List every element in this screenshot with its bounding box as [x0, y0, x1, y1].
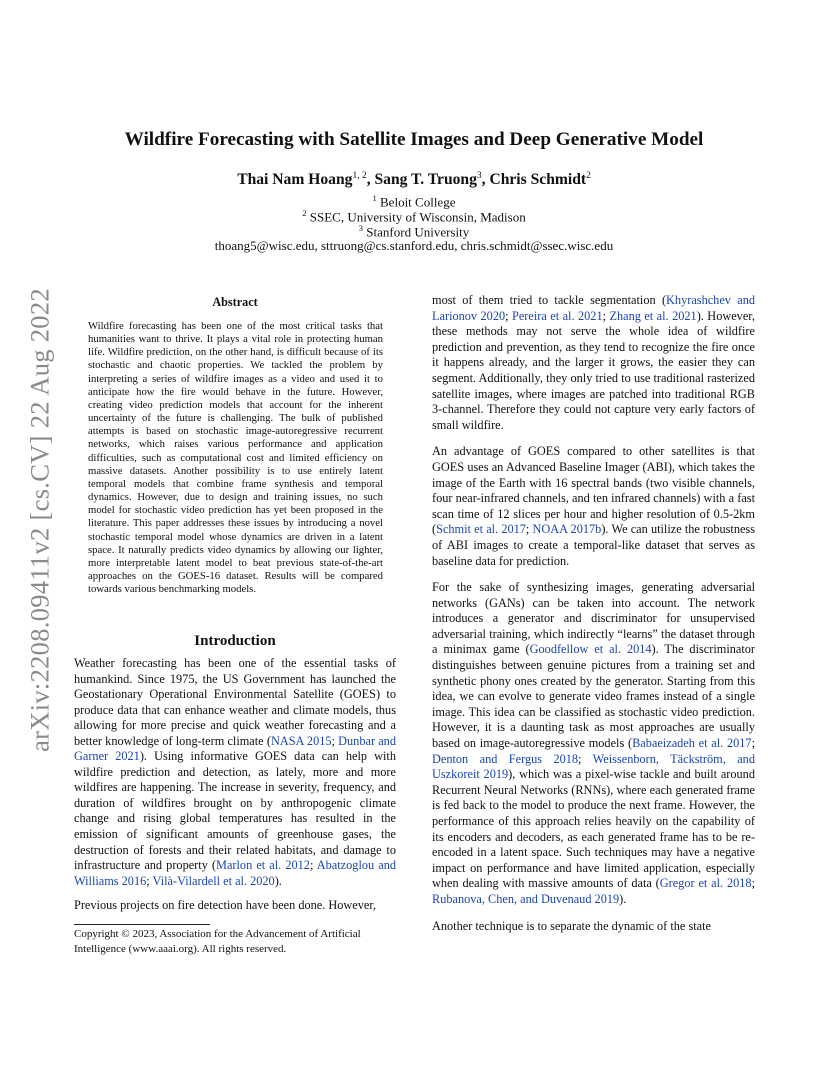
- copyright-notice: Copyright © 2023, Association for the Advancement of Artificial Intelligence (www.aaai.org). All rights reserved.: [74, 928, 361, 955]
- citation-link[interactable]: Pereira et al. 2021: [512, 308, 603, 323]
- author-name: Thai Nam Hoang: [237, 171, 353, 189]
- author-emails: thoang5@wisc.edu, sttruong@cs.stanford.edu, chris.schmidt@ssec.wisc.edu: [214, 238, 614, 253]
- citation-link[interactable]: Abatzoglou and Williams 2016: [74, 858, 397, 888]
- affiliation: $^1$ Beloit College: [372, 193, 456, 210]
- citation-link[interactable]: Zhang et al. 2021: [609, 308, 697, 323]
- left-column-body: [74, 656, 396, 914]
- citation-link[interactable]: Vilà-Vilardell et al. 2020: [152, 873, 275, 888]
- paragraph: most of them tried to tackle segmentation (Khyrashchev and Larionov 2020; Pereira et al. 2021; Zhang et al. 2021). However, these methods may not serve the whole idea of wildfire prediction and prevention, as they tend to recognize the fire once it happens already, and the larger it grows, the easier they can segment. Additionally, they only tried to use traditional rasterized satellite images, where images are patched into traditional RGB 3-channel. Therefore they could not capture very early factors of small wildfire.: [432, 293, 755, 432]
- citation-link[interactable]: Weissenborn, Täckström, and Uszkoreit 2019: [432, 751, 755, 782]
- citation-link[interactable]: Rubanova, Chen, and Duvenaud 2019: [432, 891, 620, 906]
- affiliation: $^2$ SSEC, University of Wisconsin, Madison: [302, 208, 526, 225]
- citation-link[interactable]: Babaeizadeh et al. 2017: [632, 736, 752, 751]
- author-list: Thai Nam Hoang$^{1, 2}$, Sang T. Truong$^3$, Chris Schmidt$^2$: [237, 171, 591, 189]
- citation-link[interactable]: Khyrashchev and Larionov 2020: [432, 293, 755, 323]
- citation-link[interactable]: Denton and Fergus 2018: [432, 751, 579, 766]
- author-affiliation-marker: 1, 2: [352, 171, 367, 181]
- paper-title: Wildfire Forecasting with Satellite Images and Deep Generative Model: [124, 129, 704, 150]
- abstract-text: Wildfire forecasting has been one of the most critical tasks that humanities want to thrive. It plays a vital role in protecting human life. Wildfire prediction, on the other hand, is difficult because of its stochastic and chaotic properties. We tackled the problem by interpreting a series of wildfire images as a video and used it to anticipate how the fire would behave in the future. However, creating video prediction models that account for the inherent uncertainty of the future is challenging. The bulk of published attempts is based on stochastic image-autoregressive recurrent networks, which raises various performance and application difficulties, such as computational cost and limited efficiency on massive datasets. Another possibility is to use entirely latent temporal models that combine frame synthesis and temporal dynamics. However, due to design and training issues, no such model for stochastic video prediction has yet been proposed in the literature. This paper addresses these issues by introducing a novel stochastic temporal model whose dynamics are driven in a latent space. It naturally predicts video dynamics by allowing our lighter, more interpretable latent model to beat previous state-of-the-art approaches on the GOES-16 dataset. Results will be compared towards various benchmarking models.: [88, 320, 383, 596]
- arxiv-stamp: [20, 280, 60, 760]
- affiliation: $^3$ Stanford University: [358, 223, 470, 240]
- paragraph: Another technique is to separate the dynamic of the state: [432, 918, 711, 933]
- paragraph: An advantage of GOES compared to other satellites is that GOES uses an Advanced Baseline Imager (ABI), which takes the image of the Earth with 16 spectral bands (two visible channels, four near-infrared channels, and ten infrared channels) with a fast scan time of 12 slices per hour and higher resolution of 0.5-2km (Schmit et al. 2017; NOAA 2017b). We can utilize the robustness of ABI images to create a temporal-like dataset that serves as baseline data for prediction.: [432, 444, 755, 568]
- citation-link[interactable]: Goodfellow et al. 2014: [529, 642, 652, 657]
- right-column-body: [432, 293, 755, 934]
- abstract-heading: Abstract: [212, 295, 258, 309]
- citation-link[interactable]: Dunbar and Garner 2021: [74, 733, 396, 764]
- citation-link[interactable]: NASA 2015: [270, 733, 332, 748]
- author-affiliation-marker: 3: [476, 171, 482, 181]
- paragraph: Weather forecasting has been one of the essential tasks of humankind. Since 1975, the US Government has launched the Geostationary Operational Environmental Satellite (GOES) to produce data that can enhance weather and climate models, thus allowing for more precise and quick weather forecasting and a better knowledge of long-term climate (NASA 2015; Dunbar and Garner 2021). Using informative GOES data can help with wildfire prediction and detection, as lately, more and more wildfires are happening. The increase in severity, frequency, and duration of wildfires brought on by anthropogenic climate change and rising global temperatures has resulted in the emission of significant amounts of greenhouse gases, the destruction of forests and their related habitats, and damage to infrastructure and property (Marlon et al. 2012; Abatzoglou and Williams 2016; Vilà-Vilardell et al. 2020).: [74, 656, 397, 888]
- abstract-body: [88, 320, 383, 596]
- citation-link[interactable]: Marlon et al. 2012: [216, 858, 310, 873]
- citation-link[interactable]: Gregor et al. 2018: [659, 876, 752, 891]
- citation-link[interactable]: NOAA 2017b: [532, 522, 602, 537]
- citation-link[interactable]: Schmit et al. 2017: [436, 522, 526, 537]
- author-name: Chris Schmidt: [489, 171, 587, 189]
- section-heading-introduction: Introduction: [194, 633, 276, 649]
- author-affiliation-marker: 2: [586, 171, 591, 181]
- author-name: Sang T. Truong: [374, 171, 477, 189]
- paragraph: Previous projects on fire detection have been done. However,: [74, 898, 377, 913]
- footnote-rule: [74, 924, 210, 925]
- paragraph: For the sake of synthesizing images, generating adversarial networks (GANs) can be taken into account. The network introduces a generator and discriminator for unsupervised adversarial training, which indirectly “learns” the dataset through a minimax game (Goodfellow et al. 2014). The discriminator distinguishes between genuine pictures from a training set and synthetic phony ones created by the generator. Starting from this idea, we can evolve to generate video frames instead of a single image. This idea can be classified as stochastic video prediction. However, it is a daunting task as most approaches are usually based on image-autoregressive models (Babaeizadeh et al. 2017; Denton and Fergus 2018; Weissenborn, Täckström, and Uszkoreit 2019), which was a pixel-wise tackle and built around Recurrent Neural Networks (RNNs), where each generated frame is fed back to the model to produce the next frame. However, the performance of this approach relies heavily on the capability of its encoders and decoders, as each generated frame has to be re-encoded in a latent space. Such techniques may have a negative impact on performance and have limited application, especially when dealing with massive amounts of data (Gregor et al. 2018; Rubanova, Chen, and Duvenaud 2019).: [432, 580, 756, 906]
- arxiv-id: arXiv:2208.09411v2 [cs.CV] 22 Aug 2022: [24, 288, 55, 752]
